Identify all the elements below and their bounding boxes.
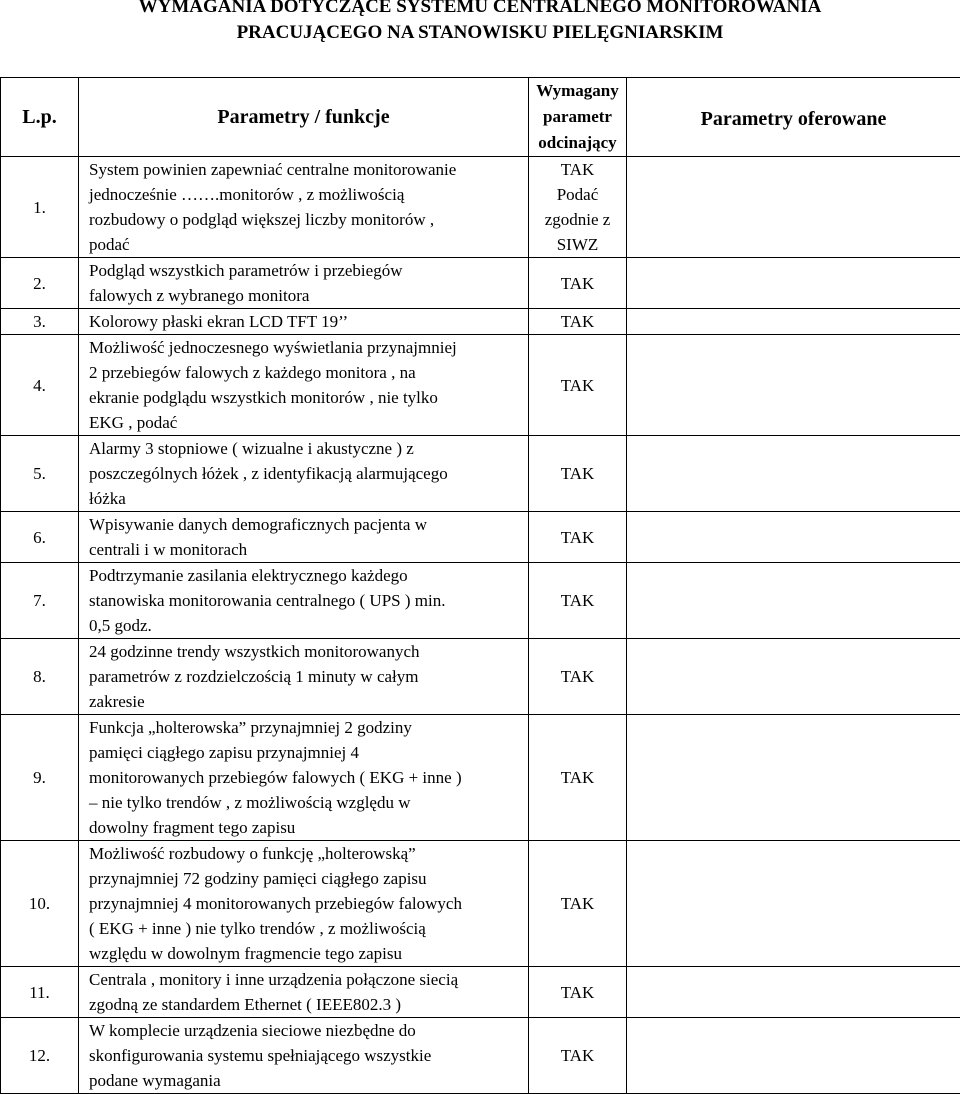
parameter-text-line: Kolorowy płaski ekran LCD TFT 19’’ [89, 309, 522, 334]
parameter-text-line: Podtrzymanie zasilania elektrycznego każdego [89, 563, 522, 588]
required-value [529, 258, 627, 309]
parameter-text-line: zgodną ze standardem Ethernet ( IEEE802.3 ) [89, 992, 522, 1017]
parameter-description [79, 157, 529, 258]
row-number: 12. [1, 1018, 79, 1094]
parameter-text-line: podać [89, 232, 522, 257]
table-row [1, 436, 960, 512]
parameter-text-line: W komplecie urządzenia sieciowe niezbędne do [89, 1018, 522, 1043]
parameter-description [79, 436, 529, 512]
required-text-line: Podać [529, 182, 626, 207]
offered-value[interactable] [627, 715, 960, 841]
required-value [529, 512, 627, 563]
parameter-text-line: przynajmniej 4 monitorowanych przebiegów falowych [89, 891, 522, 916]
parameter-text-line: stanowiska monitorowania centralnego ( UPS ) min. [89, 588, 522, 613]
required-text-line: SIWZ [529, 232, 626, 257]
offered-value[interactable] [627, 563, 960, 639]
required-value [529, 715, 627, 841]
parameter-text-line: 2 przebiegów falowych z każdego monitora , na [89, 360, 522, 385]
parameter-text-line: Możliwość rozbudowy o funkcję „holterowską” [89, 841, 522, 866]
header-parameters: Parametry / funkcje [79, 78, 529, 157]
header-required-line: odcinający [529, 130, 626, 156]
table-header-row [1, 78, 960, 157]
header-required [529, 78, 627, 157]
row-number: 9. [1, 715, 79, 841]
row-number: 4. [1, 335, 79, 436]
parameter-text-line: poszczególnych łóżek , z identyfikacją alarmującego [89, 461, 522, 486]
required-text-line: TAK [529, 1043, 626, 1068]
parameter-text-line: rozbudowy o podgląd większej liczby monitorów , [89, 207, 522, 232]
parameter-description [79, 258, 529, 309]
parameter-text-line: monitorowanych przebiegów falowych ( EKG + inne ) [89, 765, 522, 790]
header-required-line: parametr [529, 104, 626, 130]
required-value [529, 157, 627, 258]
required-value [529, 309, 627, 335]
required-text-line: TAK [529, 980, 626, 1005]
parameter-text-line: ( EKG + inne ) nie tylko trendów , z możliwością [89, 916, 522, 941]
table-row [1, 157, 960, 258]
header-required-line: Wymagany [529, 78, 626, 104]
header-lp: L.p. [1, 78, 79, 157]
row-number: 6. [1, 512, 79, 563]
parameter-text-line: Alarmy 3 stopniowe ( wizualne i akustyczne ) z [89, 436, 522, 461]
table-row [1, 715, 960, 841]
parameter-text-line: podane wymagania [89, 1068, 522, 1093]
required-text-line: TAK [529, 461, 626, 486]
required-text-line: TAK [529, 891, 626, 916]
parameter-text-line: zakresie [89, 689, 522, 714]
parameter-description [79, 335, 529, 436]
offered-value[interactable] [627, 967, 960, 1018]
parameter-description [79, 1018, 529, 1094]
required-text-line: zgodnie z [529, 207, 626, 232]
parameter-text-line: Centrala , monitory i inne urządzenia połączone siecią [89, 967, 522, 992]
offered-value[interactable] [627, 436, 960, 512]
row-number: 3. [1, 309, 79, 335]
row-number: 11. [1, 967, 79, 1018]
document-title-line-2: PRACUJĄCEGO NA STANOWISKU PIELĘGNIARSKIM [0, 20, 960, 46]
row-number: 1. [1, 157, 79, 258]
parameter-description [79, 967, 529, 1018]
parameter-text-line: przynajmniej 72 godziny pamięci ciągłego zapisu [89, 866, 522, 891]
table-row [1, 1018, 960, 1094]
table-row [1, 258, 960, 309]
parameter-text-line: EKG , podać [89, 410, 522, 435]
parameter-text-line: jednocześnie …….monitorów , z możliwością [89, 182, 522, 207]
parameter-text-line: pamięci ciągłego zapisu przynajmniej 4 [89, 740, 522, 765]
parameter-text-line: 0,5 godz. [89, 613, 522, 638]
row-number: 10. [1, 841, 79, 967]
required-value [529, 967, 627, 1018]
required-text-line: TAK [529, 271, 626, 296]
table-row [1, 512, 960, 563]
document-title-line-1: WYMAGANIA DOTYCZĄCE SYSTEMU CENTRALNEGO MONITOROWANIA [0, 0, 960, 20]
row-number: 8. [1, 639, 79, 715]
parameter-description [79, 512, 529, 563]
required-value [529, 563, 627, 639]
offered-value[interactable] [627, 639, 960, 715]
parameter-text-line: centrali i w monitorach [89, 537, 522, 562]
required-value [529, 436, 627, 512]
parameter-text-line: Podgląd wszystkich parametrów i przebiegów [89, 258, 522, 283]
offered-value[interactable] [627, 258, 960, 309]
required-text-line: TAK [529, 373, 626, 398]
parameter-text-line: łóżka [89, 486, 522, 511]
required-text-line: TAK [529, 309, 626, 334]
parameter-text-line: System powinien zapewniać centralne monitorowanie [89, 157, 522, 182]
row-number: 7. [1, 563, 79, 639]
parameter-description [79, 639, 529, 715]
requirements-table [0, 77, 960, 1094]
offered-value[interactable] [627, 157, 960, 258]
required-value [529, 841, 627, 967]
table-row [1, 841, 960, 967]
required-text-line: TAK [529, 157, 626, 182]
offered-value[interactable] [627, 309, 960, 335]
parameter-text-line: 24 godzinne trendy wszystkich monitorowanych [89, 639, 522, 664]
required-value [529, 335, 627, 436]
parameter-description [79, 563, 529, 639]
required-text-line: TAK [529, 525, 626, 550]
parameter-description [79, 715, 529, 841]
parameter-text-line: Wpisywanie danych demograficznych pacjenta w [89, 512, 522, 537]
table-row [1, 639, 960, 715]
required-value [529, 1018, 627, 1094]
parameter-text-line: Możliwość jednoczesnego wyświetlania przynajmniej [89, 335, 522, 360]
parameter-description [79, 309, 529, 335]
parameter-text-line: skonfigurowania systemu spełniającego wszystkie [89, 1043, 522, 1068]
parameter-text-line: falowych z wybranego monitora [89, 283, 522, 308]
offered-value[interactable] [627, 512, 960, 563]
parameter-text-line: – nie tylko trendów , z możliwością względu w [89, 790, 522, 815]
offered-value[interactable] [627, 1018, 960, 1094]
offered-value[interactable] [627, 841, 960, 967]
row-number: 2. [1, 258, 79, 309]
table-row [1, 563, 960, 639]
header-offered: Parametry oferowane [627, 78, 960, 157]
table-row [1, 309, 960, 335]
parameter-text-line: Funkcja „holterowska” przynajmniej 2 godziny [89, 715, 522, 740]
offered-value[interactable] [627, 335, 960, 436]
required-text-line: TAK [529, 588, 626, 613]
required-text-line: TAK [529, 765, 626, 790]
parameter-text-line: parametrów z rozdzielczością 1 minuty w całym [89, 664, 522, 689]
table-row [1, 335, 960, 436]
parameter-text-line: dowolny fragment tego zapisu [89, 815, 522, 840]
table-row [1, 967, 960, 1018]
parameter-text-line: ekranie podglądu wszystkich monitorów , nie tylko [89, 385, 522, 410]
row-number: 5. [1, 436, 79, 512]
parameter-description [79, 841, 529, 967]
required-text-line: TAK [529, 664, 626, 689]
parameter-text-line: względu w dowolnym fragmencie tego zapisu [89, 941, 522, 966]
required-value [529, 639, 627, 715]
